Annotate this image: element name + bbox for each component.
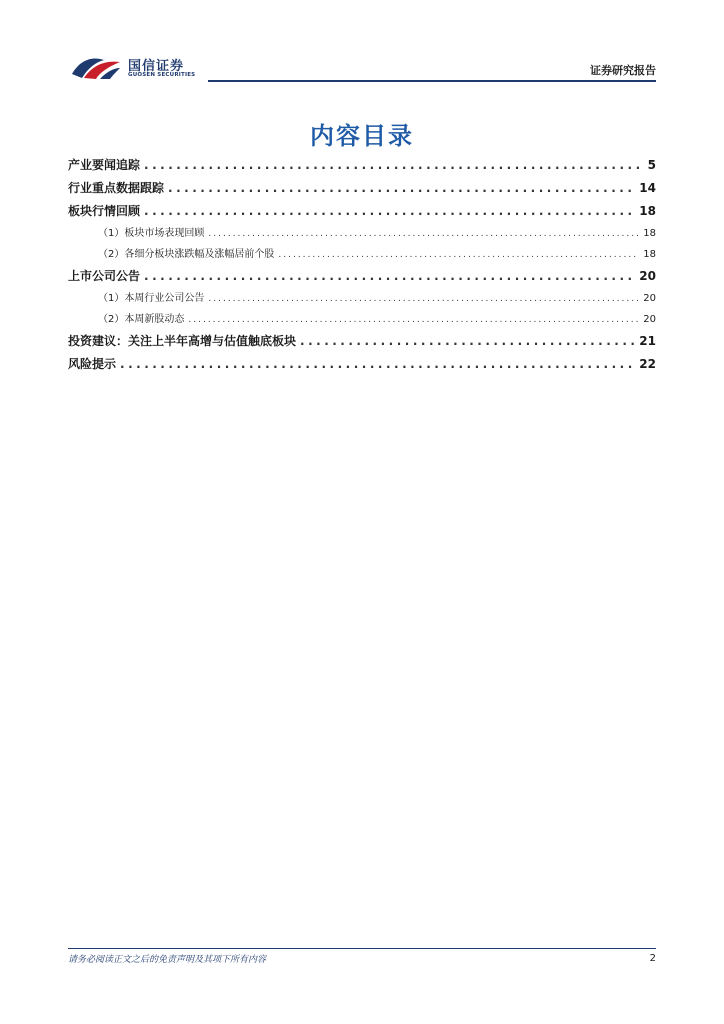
footer-disclaimer: 请务必阅读正文之后的免责声明及其项下所有内容: [68, 955, 267, 965]
toc-entry-page: 18: [643, 228, 656, 239]
footer-divider: [68, 948, 656, 949]
toc-dot-leader: [300, 330, 635, 353]
toc-entry-label: 上市公司公告: [68, 269, 141, 283]
toc-entry-page: 22: [639, 357, 656, 371]
toc-dot-leader: [208, 224, 639, 244]
toc-entry-page: 5: [647, 158, 656, 172]
toc-entry-label: （2）本周新股动态: [98, 314, 185, 325]
toc-entry-risk-warning[interactable]: [68, 353, 656, 376]
toc-entry-key-data[interactable]: [68, 177, 656, 200]
toc-entry-label: 产业要闻追踪: [68, 158, 141, 172]
toc-dot-leader: [144, 265, 635, 288]
toc-dot-leader: [144, 154, 644, 177]
toc-dot-leader: [208, 289, 639, 309]
toc-entry-industry-news[interactable]: [68, 154, 656, 177]
toc-subentry-sub-sectors[interactable]: [68, 244, 656, 265]
toc-dot-leader: [144, 200, 635, 223]
report-type-label: 证券研究报告: [590, 64, 656, 77]
toc-entry-page: 20: [639, 269, 656, 283]
toc-entry-page: 21: [639, 334, 656, 348]
company-logo: [68, 50, 218, 82]
toc-entry-label: 板块行情回顾: [68, 204, 141, 218]
header-divider: [208, 80, 656, 82]
toc-dot-leader: [168, 177, 635, 200]
toc-entry-label: （1）板块市场表现回顾: [98, 228, 205, 239]
toc-entry-page: 18: [639, 204, 656, 218]
table-of-contents: [68, 154, 656, 376]
toc-entry-label: （2）各细分板块涨跌幅及涨幅居前个股: [98, 249, 275, 260]
toc-entry-label: 风险提示: [68, 357, 117, 371]
toc-entry-page: 20: [643, 314, 656, 325]
toc-subentry-weekly-announcements[interactable]: [68, 288, 656, 309]
page-number: 2: [649, 953, 656, 964]
toc-entry-page: 14: [639, 181, 656, 195]
toc-entry-label: （1）本周行业公司公告: [98, 293, 205, 304]
toc-title: 内容目录: [310, 122, 414, 150]
logo-chinese-name: 国信证券: [128, 59, 185, 74]
toc-entry-label: 行业重点数据跟踪: [68, 181, 165, 195]
logo-english-name: GUOSEN SECURITIES: [128, 72, 196, 78]
toc-entry-investment-advice[interactable]: [68, 330, 656, 353]
toc-entry-page: 18: [643, 249, 656, 260]
toc-entry-label: 投资建议：关注上半年高增与估值触底板块: [68, 334, 297, 348]
toc-dot-leader: [188, 310, 639, 330]
page-header: [68, 48, 656, 84]
guosen-logo-icon: [70, 54, 122, 80]
toc-entry-market-review[interactable]: [68, 200, 656, 223]
toc-subentry-market-performance[interactable]: [68, 223, 656, 244]
toc-dot-leader: [120, 353, 635, 376]
toc-dot-leader: [278, 245, 639, 265]
toc-subentry-ipo-updates[interactable]: [68, 309, 656, 330]
toc-entry-page: 20: [643, 293, 656, 304]
toc-entry-company-announcements[interactable]: [68, 265, 656, 288]
